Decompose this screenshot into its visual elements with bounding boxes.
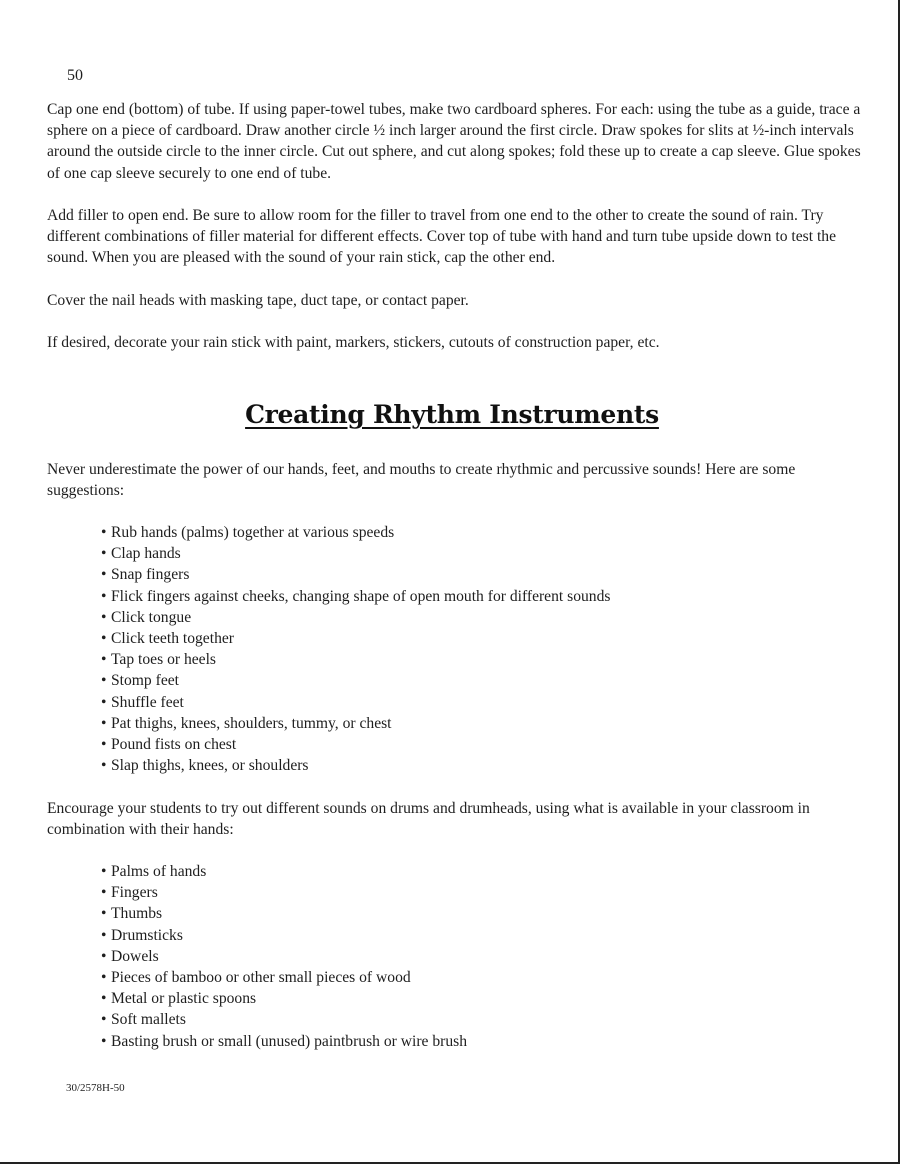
list-item: • Dowels — [101, 946, 467, 967]
list-item: • Tap toes or heels — [101, 649, 610, 670]
list-item: • Soft mallets — [101, 1009, 467, 1030]
list-item: • Metal or plastic spoons — [101, 988, 467, 1009]
list-item: • Fingers — [101, 882, 467, 903]
list-item: • Palms of hands — [101, 861, 467, 882]
paragraph-decorate: If desired, decorate your rain stick with paint, markers, stickers, cutouts of construction paper, etc. — [47, 334, 660, 351]
list-item: • Shuffle feet — [101, 692, 610, 713]
page-number: 50 — [67, 67, 83, 84]
paragraph-cap-tube: Cap one end (bottom) of tube. If using paper-towel tubes, make two cardboard spheres. For each: using the tube as a guide, trace a sphere on a piece of cardboard. Draw another circle ½ inch larger around the first circle. Draw spokes for slits at ½-inch intervals around the outside circle to the inner circle. Cut out sphere, and cut along spokes; fold these up to create a cap sleeve. Glue spokes of one cap sleeve securely to one end of tube. — [47, 101, 861, 182]
section-heading: Creating Rhythm Instruments — [245, 400, 659, 429]
list-item: • Stomp feet — [101, 670, 610, 691]
list-item: • Pat thighs, knees, shoulders, tummy, or chest — [101, 713, 610, 734]
list-item: • Slap thighs, knees, or shoulders — [101, 755, 610, 776]
list-item: • Pound fists on chest — [101, 734, 610, 755]
list-item: • Basting brush or small (unused) paintbrush or wire brush — [101, 1031, 467, 1052]
list-item: • Drumsticks — [101, 925, 467, 946]
paragraph-cover-nails: Cover the nail heads with masking tape, duct tape, or contact paper. — [47, 292, 469, 309]
drum-tools-list — [101, 861, 467, 1052]
list-item: • Pieces of bamboo or other small pieces of wood — [101, 967, 467, 988]
footer-code: 30/2578H-50 — [66, 1082, 125, 1094]
list-item: • Snap fingers — [101, 564, 610, 585]
list-item: • Click tongue — [101, 607, 610, 628]
paragraph-add-filler: Add filler to open end. Be sure to allow room for the filler to travel from one end to the other to create the sound of rain. Try different combinations of filler material for different effects. Cover top of tube with hand and turn tube upside down to test the sound. When you are pleased with the sound of your rain stick, cap the other end. — [47, 207, 836, 267]
section-intro-paragraph: Never underestimate the power of our hands, feet, and mouths to create rhythmic and percussive sounds! Here are some suggestions: — [47, 461, 796, 500]
list-item: • Click teeth together — [101, 628, 610, 649]
list-item: • Thumbs — [101, 903, 467, 924]
body-sounds-list — [101, 522, 610, 776]
list-item: • Clap hands — [101, 543, 610, 564]
list-item: • Flick fingers against cheeks, changing shape of open mouth for different sounds — [101, 586, 610, 607]
list-item: • Rub hands (palms) together at various speeds — [101, 522, 610, 543]
drum-intro-paragraph: Encourage your students to try out different sounds on drums and drumheads, using what is available in your classroom in combination with their hands: — [47, 800, 810, 839]
